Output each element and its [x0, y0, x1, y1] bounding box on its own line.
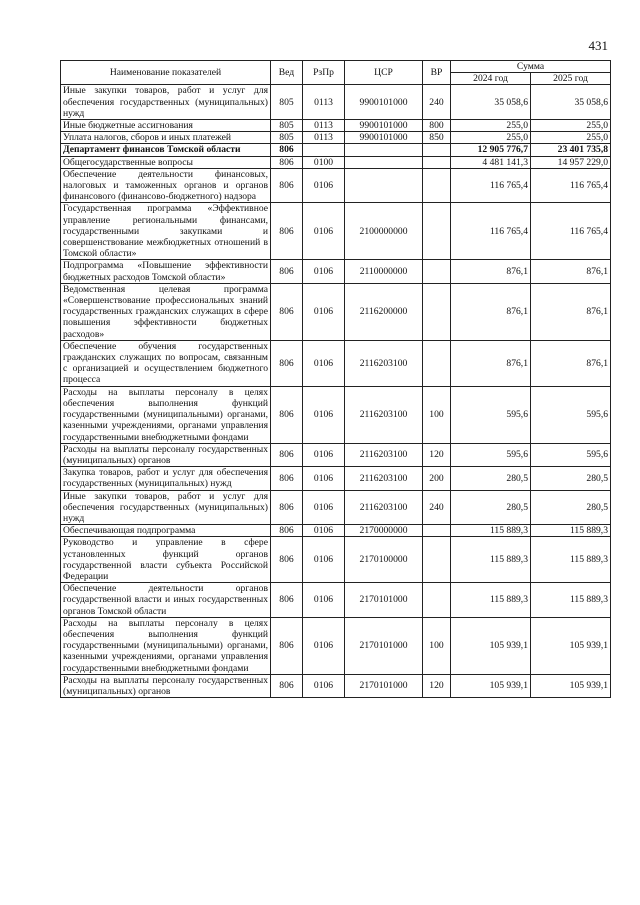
row-vr: 800 — [423, 120, 451, 132]
row-sum-2024: 595,6 — [451, 386, 531, 443]
page-number: 431 — [588, 38, 608, 53]
row-ved: 806 — [271, 156, 303, 168]
row-rzpr: 0100 — [303, 156, 345, 168]
table-row — [61, 283, 611, 340]
row-vr — [423, 283, 451, 340]
row-sum-2024: 876,1 — [451, 340, 531, 386]
row-sum-2024: 4 481 141,3 — [451, 156, 531, 168]
header-ved: Вед — [271, 61, 303, 85]
row-sum-2025: 595,6 — [531, 443, 611, 466]
row-sum-2025: 14 957 229,0 — [531, 156, 611, 168]
row-sum-2024: 280,5 — [451, 467, 531, 490]
row-sum-2025: 115 889,3 — [531, 525, 611, 537]
row-ved: 806 — [271, 443, 303, 466]
row-csr: 2170101000 — [345, 674, 423, 697]
row-sum-2025: 595,6 — [531, 386, 611, 443]
row-sum-2025: 116 765,4 — [531, 168, 611, 203]
row-rzpr: 0113 — [303, 132, 345, 144]
table-row — [61, 260, 611, 283]
budget-table — [60, 60, 611, 698]
table-row — [61, 156, 611, 168]
row-csr — [345, 168, 423, 203]
row-sum-2025: 876,1 — [531, 340, 611, 386]
row-ved: 806 — [271, 283, 303, 340]
row-csr: 2170100000 — [345, 537, 423, 583]
row-ved: 805 — [271, 132, 303, 144]
row-sum-2024: 35 058,6 — [451, 85, 531, 120]
row-sum-2025: 116 765,4 — [531, 203, 611, 260]
row-vr — [423, 525, 451, 537]
row-csr — [345, 144, 423, 156]
row-csr: 9900101000 — [345, 120, 423, 132]
row-vr — [423, 144, 451, 156]
table-row — [61, 467, 611, 490]
row-rzpr: 0106 — [303, 674, 345, 697]
row-rzpr: 0113 — [303, 85, 345, 120]
row-rzpr: 0106 — [303, 340, 345, 386]
table-row — [61, 203, 611, 260]
row-csr: 2170101000 — [345, 617, 423, 674]
row-csr: 2116203100 — [345, 443, 423, 466]
row-ved: 806 — [271, 525, 303, 537]
row-csr: 2116203100 — [345, 340, 423, 386]
row-csr: 2170000000 — [345, 525, 423, 537]
row-rzpr: 0106 — [303, 260, 345, 283]
header-csr: ЦСР — [345, 61, 423, 85]
row-rzpr: 0106 — [303, 283, 345, 340]
row-name: Уплата налогов, сборов и иных платежей — [61, 132, 271, 144]
row-vr: 240 — [423, 85, 451, 120]
row-name: Расходы на выплаты персоналу государственных (муниципальных) органов — [61, 443, 271, 466]
row-vr: 100 — [423, 386, 451, 443]
row-sum-2024: 255,0 — [451, 132, 531, 144]
row-ved: 805 — [271, 85, 303, 120]
row-vr — [423, 583, 451, 618]
row-name: Обеспечивающая подпрограмма — [61, 525, 271, 537]
row-name: Общегосударственные вопросы — [61, 156, 271, 168]
row-sum-2025: 105 939,1 — [531, 674, 611, 697]
row-sum-2024: 595,6 — [451, 443, 531, 466]
row-csr: 9900101000 — [345, 85, 423, 120]
table-row — [61, 443, 611, 466]
row-name: Расходы на выплаты персоналу государственных (муниципальных) органов — [61, 674, 271, 697]
row-sum-2025: 876,1 — [531, 260, 611, 283]
row-sum-2024: 115 889,3 — [451, 583, 531, 618]
row-csr: 2116203100 — [345, 386, 423, 443]
row-ved: 806 — [271, 168, 303, 203]
row-csr — [345, 156, 423, 168]
row-vr: 240 — [423, 490, 451, 525]
row-ved: 806 — [271, 340, 303, 386]
table-row — [61, 583, 611, 618]
row-sum-2024: 12 905 776,7 — [451, 144, 531, 156]
row-sum-2024: 115 889,3 — [451, 537, 531, 583]
row-sum-2025: 255,0 — [531, 132, 611, 144]
header-rzpr: РзПр — [303, 61, 345, 85]
table-row — [61, 674, 611, 697]
row-vr: 120 — [423, 443, 451, 466]
row-ved: 806 — [271, 617, 303, 674]
row-ved: 806 — [271, 467, 303, 490]
row-name: Департамент финансов Томской области — [61, 144, 271, 156]
row-vr — [423, 168, 451, 203]
row-sum-2025: 105 939,1 — [531, 617, 611, 674]
row-ved: 805 — [271, 120, 303, 132]
header-name: Наименование показателей — [61, 61, 271, 85]
table-header — [61, 61, 611, 85]
row-rzpr: 0106 — [303, 583, 345, 618]
row-csr: 2170101000 — [345, 583, 423, 618]
row-ved: 806 — [271, 386, 303, 443]
row-ved: 806 — [271, 537, 303, 583]
row-vr — [423, 537, 451, 583]
row-sum-2024: 876,1 — [451, 283, 531, 340]
row-ved: 806 — [271, 260, 303, 283]
row-ved: 806 — [271, 144, 303, 156]
row-name: Расходы на выплаты персоналу в целях обеспечения выполнения функций государственными (муниципальными) органами, казенными учреждениями, органами управления государственными внебюджетными фондами — [61, 617, 271, 674]
table-row — [61, 340, 611, 386]
row-csr: 9900101000 — [345, 132, 423, 144]
row-name: Расходы на выплаты персоналу в целях обеспечения выполнения функций государственными (муниципальными) органами, казенными учреждениями, органами управления государственными внебюджетными фондами — [61, 386, 271, 443]
table-row — [61, 120, 611, 132]
row-csr: 2116200000 — [345, 283, 423, 340]
row-sum-2025: 115 889,3 — [531, 537, 611, 583]
row-sum-2024: 116 765,4 — [451, 203, 531, 260]
table-row — [61, 490, 611, 525]
table-row — [61, 525, 611, 537]
header-year-2024: 2024 год — [451, 73, 531, 85]
row-name: Обеспечение деятельности финансовых, налоговых и таможенных органов и органов финансового (финансово-бюджетного) надзора — [61, 168, 271, 203]
row-sum-2024: 115 889,3 — [451, 525, 531, 537]
row-sum-2025: 280,5 — [531, 490, 611, 525]
header-vr: ВР — [423, 61, 451, 85]
row-sum-2024: 876,1 — [451, 260, 531, 283]
row-rzpr: 0106 — [303, 443, 345, 466]
row-name: Руководство и управление в сфере установленных функций органов государственной власти субъекта Российской Федерации — [61, 537, 271, 583]
row-rzpr — [303, 144, 345, 156]
table-row — [61, 144, 611, 156]
row-name: Подпрограмма «Повышение эффективности бюджетных расходов Томской области» — [61, 260, 271, 283]
row-ved: 806 — [271, 583, 303, 618]
table-row — [61, 132, 611, 144]
row-csr: 2116203100 — [345, 490, 423, 525]
row-vr — [423, 203, 451, 260]
row-sum-2024: 255,0 — [451, 120, 531, 132]
row-vr: 200 — [423, 467, 451, 490]
row-ved: 806 — [271, 203, 303, 260]
row-sum-2025: 23 401 735,8 — [531, 144, 611, 156]
row-vr — [423, 260, 451, 283]
row-vr: 100 — [423, 617, 451, 674]
row-sum-2024: 105 939,1 — [451, 674, 531, 697]
row-sum-2024: 280,5 — [451, 490, 531, 525]
row-sum-2024: 116 765,4 — [451, 168, 531, 203]
row-name: Ведомственная целевая программа «Совершенствование профессиональных знаний государственных гражданских служащих в сфере повышения эффективности бюджетных расходов» — [61, 283, 271, 340]
row-rzpr: 0106 — [303, 490, 345, 525]
row-rzpr: 0106 — [303, 537, 345, 583]
row-rzpr: 0106 — [303, 386, 345, 443]
row-vr: 850 — [423, 132, 451, 144]
table-row — [61, 85, 611, 120]
table-row — [61, 168, 611, 203]
row-rzpr: 0106 — [303, 168, 345, 203]
row-rzpr: 0106 — [303, 525, 345, 537]
header-year-2025: 2025 год — [531, 73, 611, 85]
row-sum-2025: 255,0 — [531, 120, 611, 132]
row-name: Обеспечение обучения государственных гражданских служащих по вопросам, связанным с организацией и осуществлением бюджетного процесса — [61, 340, 271, 386]
table-row — [61, 617, 611, 674]
table-row — [61, 386, 611, 443]
row-csr: 2100000000 — [345, 203, 423, 260]
row-csr: 2110000000 — [345, 260, 423, 283]
table-body — [61, 85, 611, 698]
row-ved: 806 — [271, 490, 303, 525]
row-rzpr: 0106 — [303, 467, 345, 490]
row-sum-2024: 105 939,1 — [451, 617, 531, 674]
row-name: Иные бюджетные ассигнования — [61, 120, 271, 132]
row-vr — [423, 156, 451, 168]
row-ved: 806 — [271, 674, 303, 697]
row-name: Закупка товаров, работ и услуг для обеспечения государственных (муниципальных) нужд — [61, 467, 271, 490]
table-row — [61, 537, 611, 583]
row-name: Обеспечение деятельности органов государственной власти и иных государственных органов Томской области — [61, 583, 271, 618]
row-sum-2025: 876,1 — [531, 283, 611, 340]
row-rzpr: 0106 — [303, 203, 345, 260]
row-rzpr: 0106 — [303, 617, 345, 674]
header-sum: Сумма — [451, 61, 611, 73]
row-name: Государственная программа «Эффективное управление региональными финансами, государственными закупками и совершенствование межбюджетных отношений в Томской области» — [61, 203, 271, 260]
row-csr: 2116203100 — [345, 467, 423, 490]
row-vr: 120 — [423, 674, 451, 697]
row-rzpr: 0113 — [303, 120, 345, 132]
row-sum-2025: 35 058,6 — [531, 85, 611, 120]
row-sum-2025: 280,5 — [531, 467, 611, 490]
row-name: Иные закупки товаров, работ и услуг для обеспечения государственных (муниципальных) нужд — [61, 85, 271, 120]
row-name: Иные закупки товаров, работ и услуг для обеспечения государственных (муниципальных) нужд — [61, 490, 271, 525]
row-vr — [423, 340, 451, 386]
row-sum-2025: 115 889,3 — [531, 583, 611, 618]
